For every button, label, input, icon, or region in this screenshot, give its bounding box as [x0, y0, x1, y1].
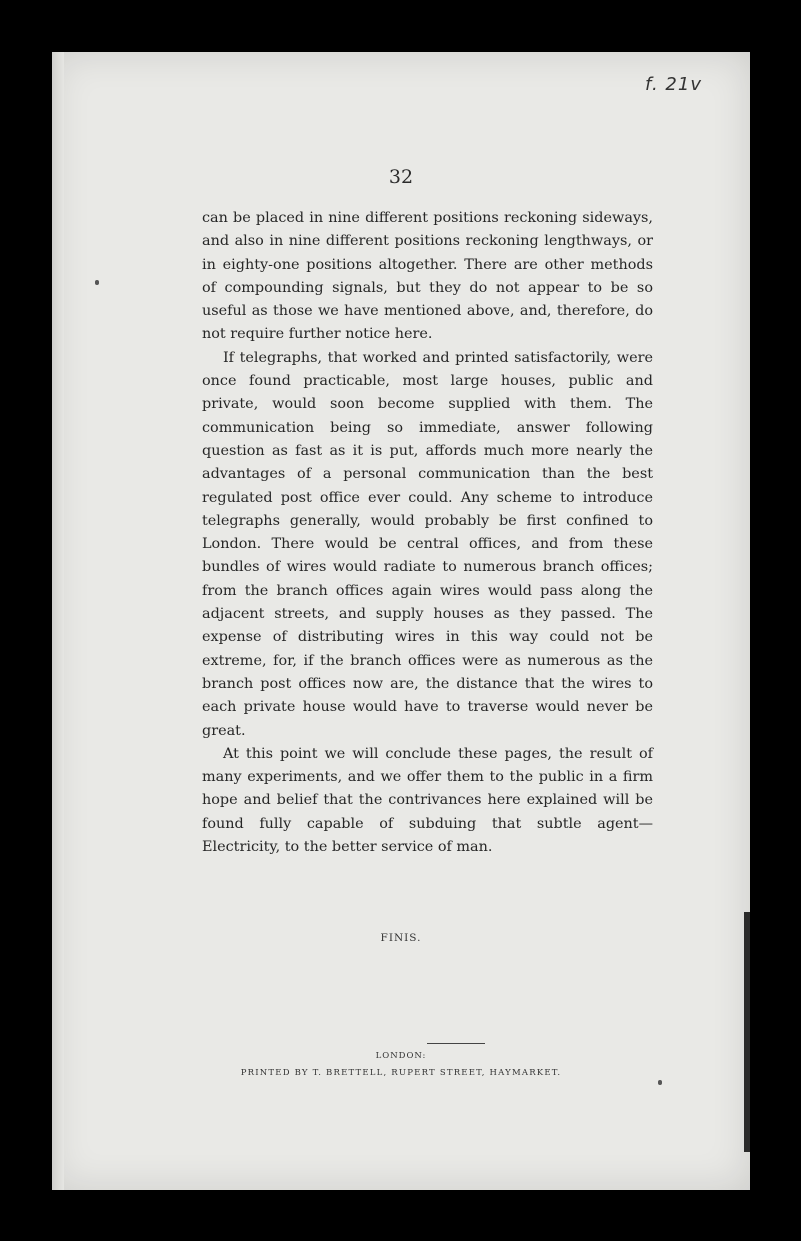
- finis-label: FINIS.: [380, 932, 422, 944]
- ink-speck: [658, 1080, 662, 1085]
- body-text: [202, 207, 653, 859]
- paragraph-3: At this point we will conclude these pages, the result of many experiments, and we offer them to the public in a firm hope and belief that the contrivances here explained will be found fully capable of subduing that subtle agent—Electricity, to the better service of man.: [202, 745, 653, 856]
- imprint-printer: PRINTED BY T. BRETTELL, RUPERT STREET, HAYMARKET.: [240, 1068, 562, 1078]
- document-page: [52, 52, 750, 1190]
- paragraph-1: can be placed in nine different positions reckoning sideways, and also in nine different positions reckoning lengthways, or in eighty-one positions altogether. There are other methods of compounding signals, but they do not appear to be so useful as those we have mentioned above, and, therefore, do not require further notice here.: [202, 210, 653, 343]
- paragraph-2: If telegraphs, that worked and printed satisfactorily, were once found practicable, most large houses, public and private, would soon become supplied with them. The communication being so immediate, answer following question as fast as it is put, affords much more nearly the advantages of a personal communication than the best regulated post office ever could. Any scheme to introduce telegraphs generally, would probably be first confined to London. There would be central offices, and from these bundles of wires would radiate to numerous branch offices; from the branch offices again wires would pass along the adjacent streets, and supply houses as they passed. The expense of distributing wires in this way could not be extreme, for, if the branch offices were as numerous as the branch post offices now are, the distance that the wires to each private house would have to traverse would never be great.: [202, 349, 653, 739]
- page-number: 32: [388, 166, 414, 188]
- imprint-city: LONDON:: [375, 1051, 427, 1061]
- imprint-rule: [427, 1043, 485, 1044]
- folio-mark: f. 21v: [644, 74, 702, 95]
- binding-shadow: [744, 912, 750, 1152]
- page-edge: [52, 52, 64, 1190]
- ink-speck: [95, 280, 99, 285]
